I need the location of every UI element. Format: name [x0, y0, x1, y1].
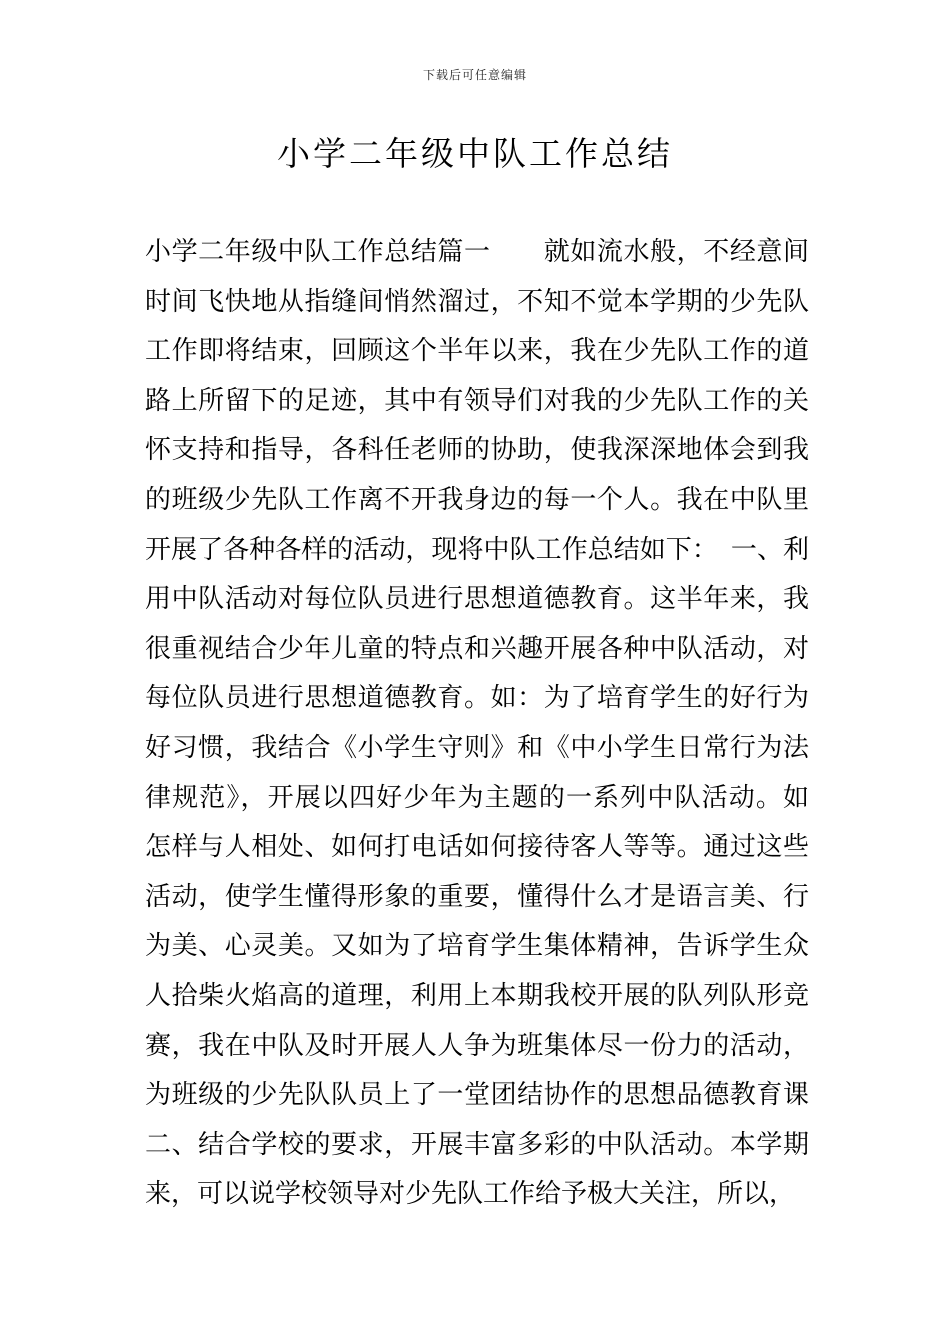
body-line: 用中队活动对每位队员进行思想道德教育。这半年来，我 [145, 584, 809, 615]
body-line: 怎样与人相处、如何打电话如何接待客人等等。通过这些 [145, 832, 809, 863]
body-line: 路上所留下的足迹，其中有领导们对我的少先队工作的关 [145, 385, 809, 416]
document-title: 小学二年级中队工作总结 [277, 134, 673, 173]
body-line: 好习惯，我结合《小学生守则》和《中小学生日常行为法 [145, 732, 809, 763]
body-line: 律规范》，开展以四好少年为主题的一系列中队活动。如 [145, 782, 809, 813]
body-line: 来，可以说学校领导对少先队工作给予极大关注，所以， [145, 1179, 796, 1210]
body-line: 人拾柴火焰高的道理，利用上本期我校开展的队列队形竞 [145, 980, 809, 1011]
body-line: 每位队员进行思想道德教育。如：为了培育学生的好行为 [145, 683, 809, 714]
body-line: 小学二年级中队工作总结篇一 就如流水般，不经意间 [145, 237, 809, 267]
body-line: 为班级的少先队队员上了一堂团结协作的思想品德教育课 [145, 1080, 809, 1111]
header-note: 下载后可任意编辑 [422, 68, 527, 82]
body-text [145, 228, 809, 1220]
body-line: 活动，使学生懂得形象的重要，懂得什么才是语言美、行 [145, 881, 809, 912]
body-line: 的班级少先队工作离不开我身边的每一个人。我在中队里 [145, 484, 809, 515]
body-line: 时间飞快地从指缝间悄然溜过，不知不觉本学期的少先队 [145, 286, 809, 317]
body-line: 怀支持和指导，各科任老师的协助，使我深深地体会到我 [145, 435, 809, 466]
body-line: 很重视结合少年儿童的特点和兴趣开展各种中队活动，对 [145, 633, 809, 664]
body-line: 二、结合学校的要求，开展丰富多彩的中队活动。本学期 [145, 1129, 809, 1160]
body-line: 为美、心灵美。又如为了培育学生集体精神，告诉学生众 [145, 931, 809, 962]
body-line: 赛，我在中队及时开展人人争为班集体尽一份力的活动， [145, 1030, 809, 1061]
body-line: 开展了各种各样的活动，现将中队工作总结如下： 一、利 [145, 534, 809, 565]
body-line: 工作即将结束，回顾这个半年以来，我在少先队工作的道 [145, 336, 809, 367]
